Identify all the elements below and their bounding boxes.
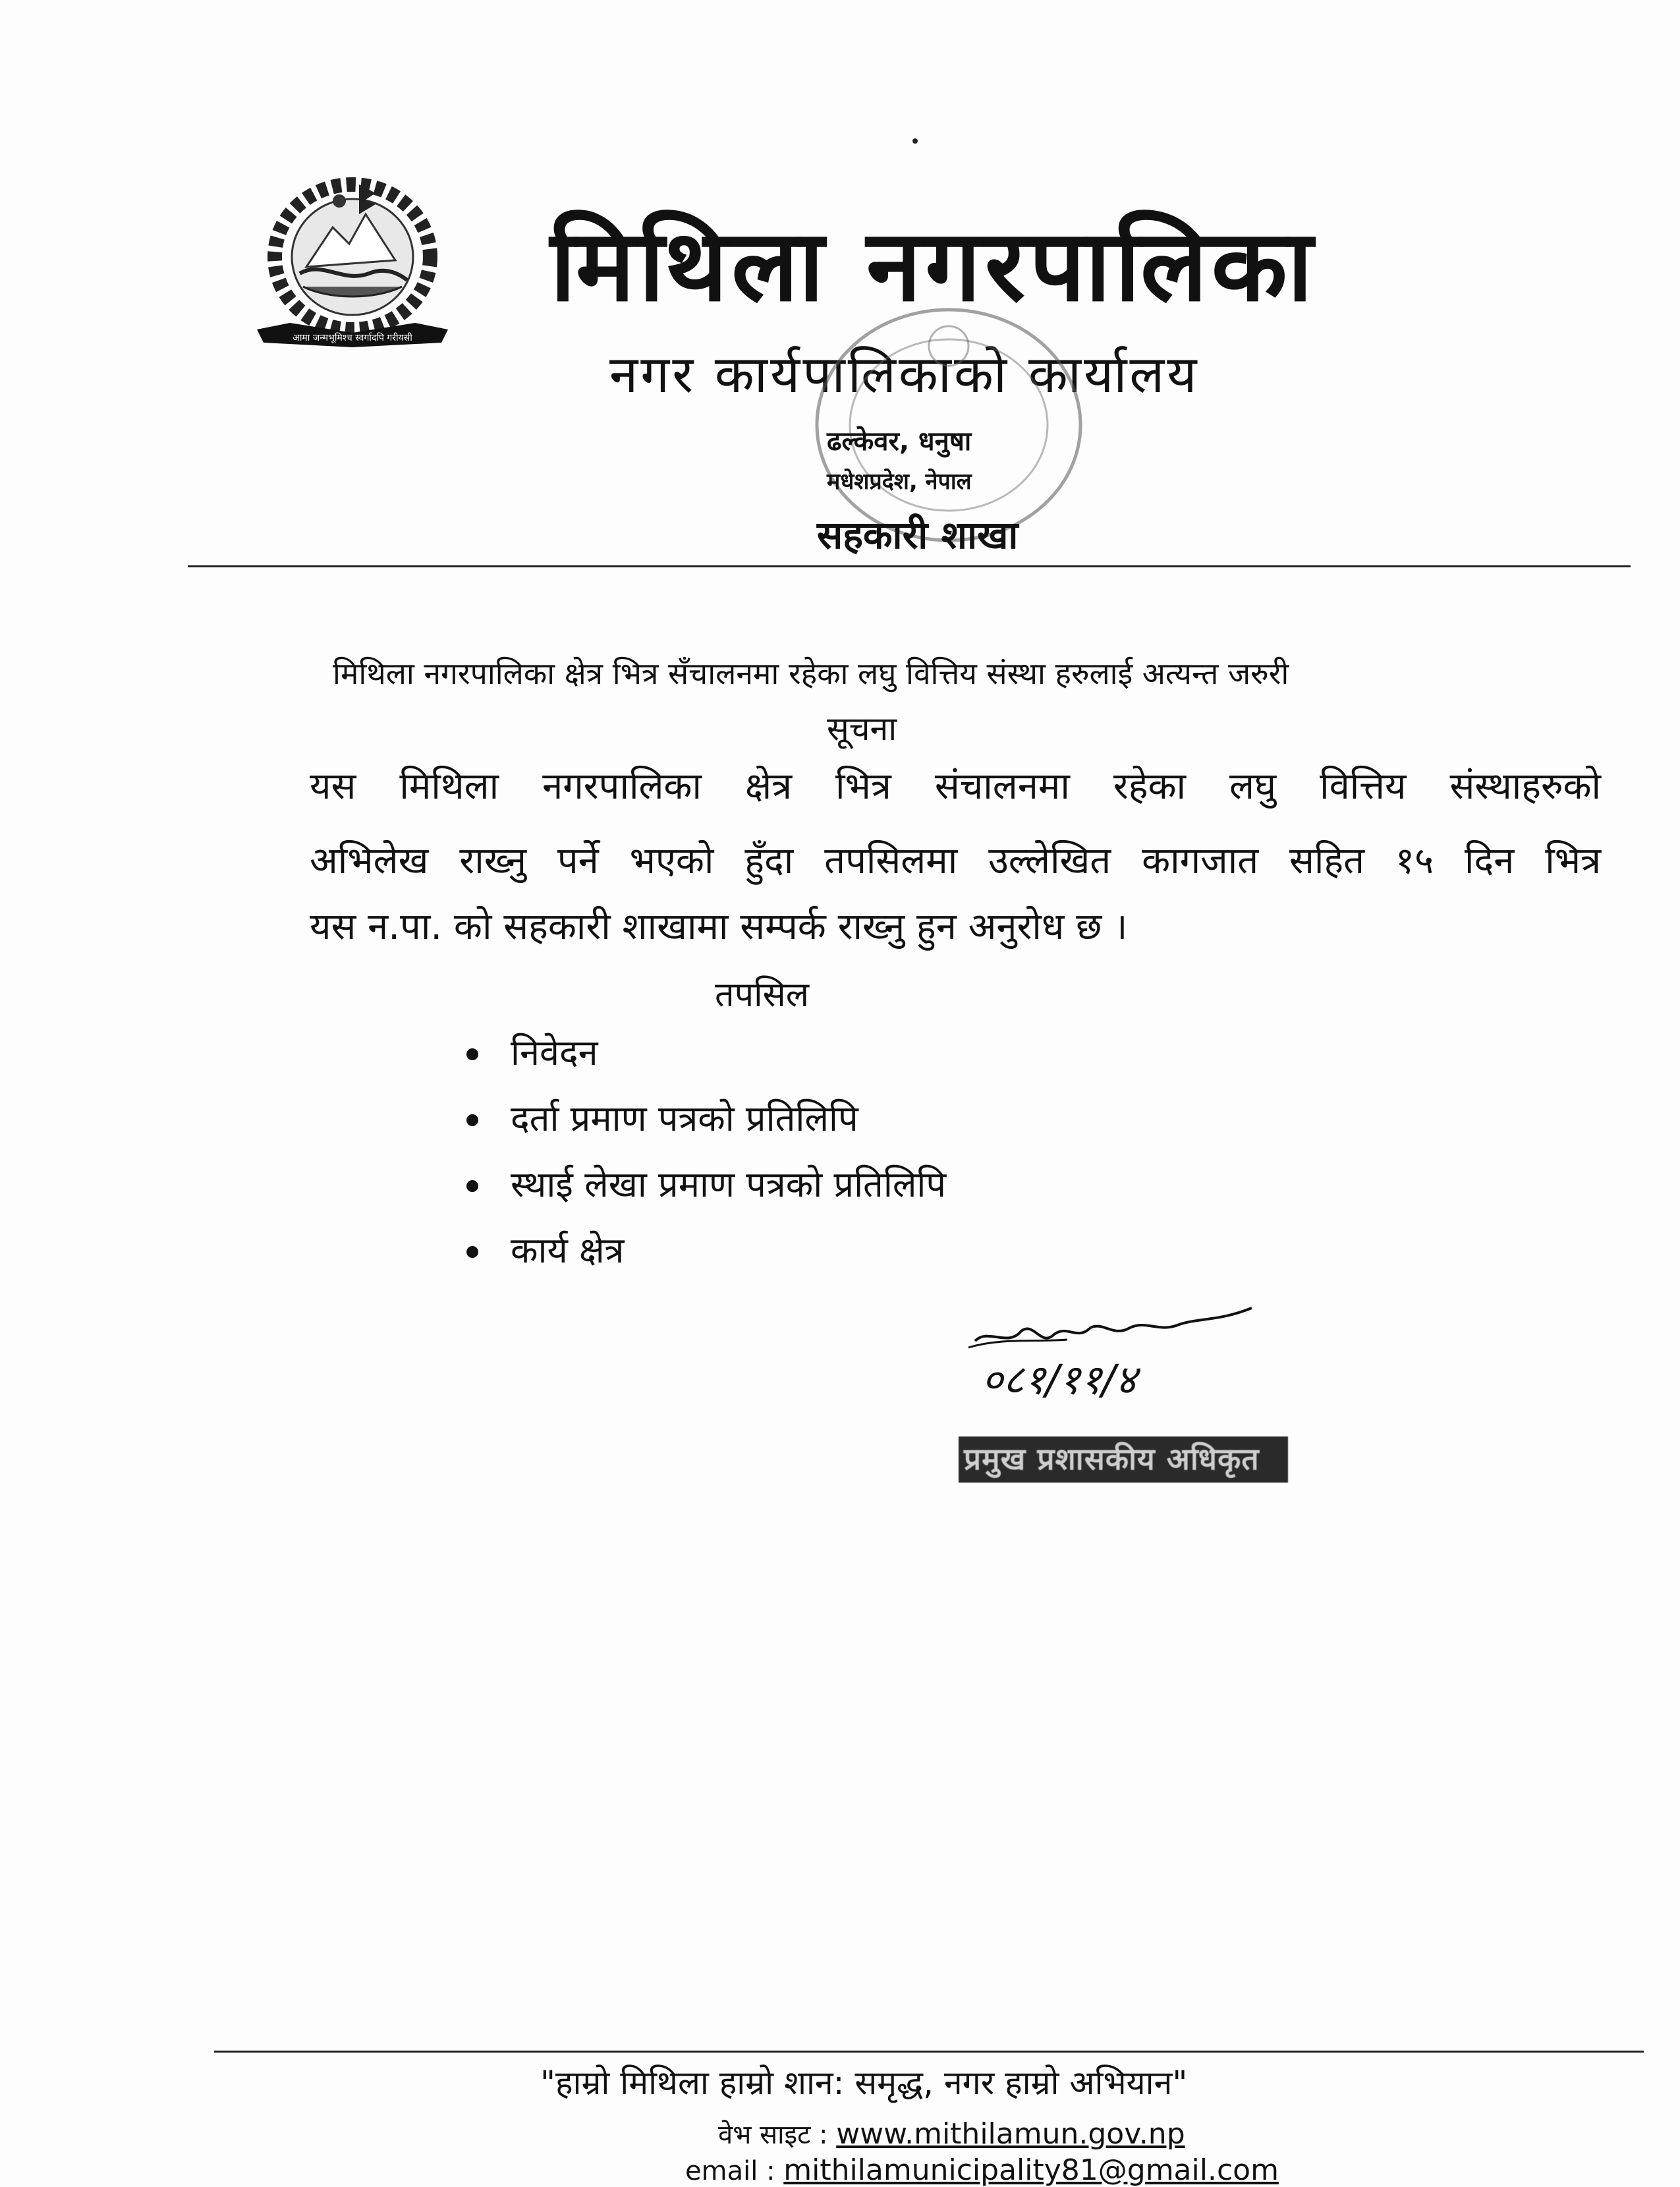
notice-body-line: अभिलेख राख्नु पर्ने भएको हुँदा तपसिलमा उल्लेखित कागजात सहित १५ दिन भित्र [310,839,1601,882]
nepal-emblem [244,175,461,359]
list-item: निवेदन [461,1030,1252,1096]
notice-body-line: यस मिथिला नगरपालिका क्षेत्र भित्र संचालनमा रहेका लघु वित्तिय संस्थाहरुको [310,765,1601,808]
scan-speck [912,138,918,144]
email-row [685,2153,1344,2187]
email-label: email : [685,2156,775,2186]
list-item: दर्ता प्रमाण पत्रको प्रतिलिपि [461,1096,1252,1162]
signature-date: ०८१/११/४ [982,1355,1137,1404]
website-link[interactable]: www.mithilamun.gov.np [836,2117,1185,2151]
required-documents-list [461,1030,1252,1293]
section-name: सहकारी शाखा [817,513,1019,557]
header-divider [188,565,1631,567]
officer-designation-stamp: प्रमुख प्रशासकीय अधिकृत [959,1436,1288,1483]
notice-label: सूचना [827,710,897,748]
emblem-motto: आमा जन्मभूमिश्च स्वर्गादपि गरीयसी [293,333,412,343]
notice-body-line: यस न.पा. को सहकारी शाखामा सम्पर्क राख्नु हुन अनुरोध छ । [310,905,1128,948]
bullet-icon [466,1114,478,1126]
list-item: कार्य क्षेत्र [461,1228,1252,1293]
bullet-icon [466,1048,478,1060]
address-line-1: ढल्केवर, धनुषा [827,426,972,457]
list-item: स्थाई लेखा प्रमाण पत्रको प्रतिलिपि [461,1162,1252,1228]
website-row [718,2115,1311,2151]
schedule-label: तपसिल [715,975,810,1015]
notice-heading: मिथिला नगरपालिका क्षेत्र भित्र सँचालनमा रहेका लघु वित्तिय संस्था हरुलाई अत्यन्त जरुरी [333,656,1289,691]
footer-slogan: "हाम्रो मिथिला हाम्रो शान: समृद्ध, नगर हाम्रो अभियान" [540,2064,1188,2102]
office-subtitle: नगर कार्यपालिकाको कार्यालय [609,345,1200,405]
email-link[interactable]: mithilamunicipality81@gmail.com [783,2153,1279,2187]
bullet-icon [466,1246,478,1258]
footer-divider [214,2051,1644,2053]
municipality-title: मिथिला नगरपालिका [550,209,1317,324]
bullet-icon [466,1180,478,1192]
handwritten-signature [962,1301,1265,1427]
website-label: वेभ साइट : [718,2120,828,2150]
address-line-2: मधेशप्रदेश, नेपाल [827,469,972,495]
